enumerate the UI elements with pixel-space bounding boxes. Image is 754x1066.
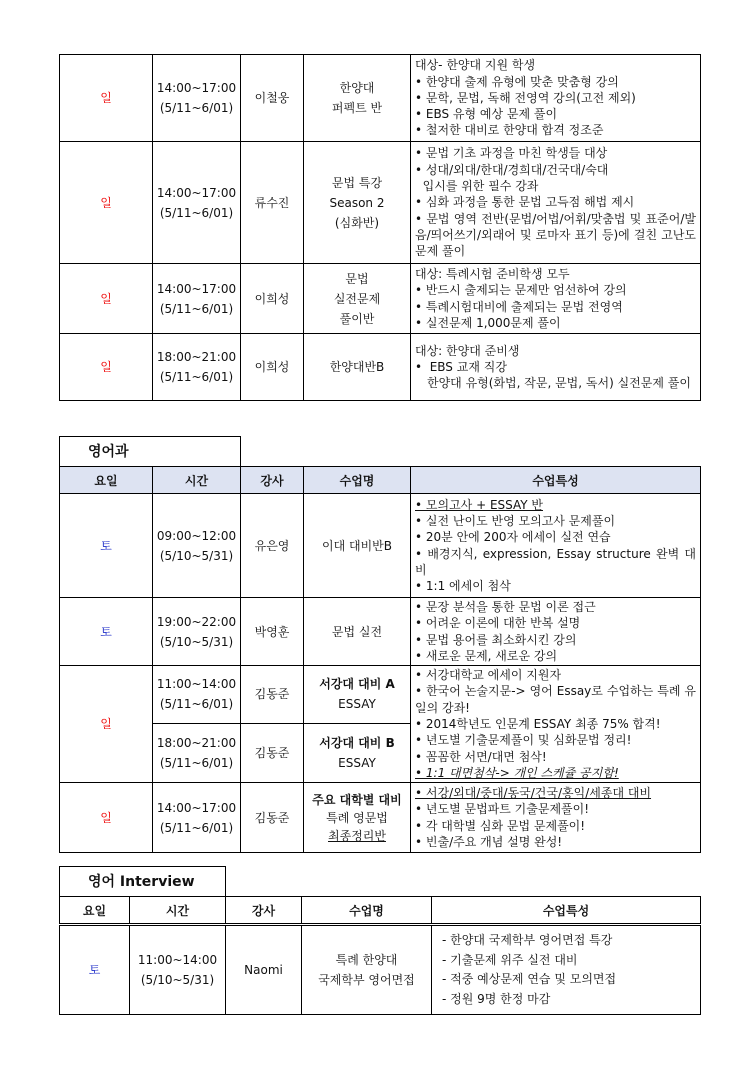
features-cell: [432, 925, 701, 1015]
course-cell: 한양대 퍼펙트 반: [304, 55, 411, 142]
course-cell: 주요 대학별 대비 특례 영문법 최종정리반: [304, 783, 411, 853]
teacher-cell: 김동준: [241, 723, 304, 783]
header-day: 요일: [60, 467, 153, 494]
table-row: [60, 783, 701, 853]
teacher-cell: 이희성: [241, 264, 304, 334]
list-item: - 적중 예상문제 연습 및 모의면접: [442, 972, 617, 986]
header-day: 요일: [60, 897, 130, 925]
features-cell: • 문법 기초 과정을 마친 학생들 대상 • 성대/외대/한대/경희대/건국대/숙대 입시를 위한 필수 강좌 • 심화 과정을 통한 문법 고득점 해법 제시 • 문법 영역 전반(문법/어법/어휘/맞춤법 및 표준어/발음/띄어쓰기/외래어 및 로마자 표기 등)에 걸친 고난도 문제 풀이: [411, 142, 701, 264]
list-item: - 한양대 국제학부 영어면접 특강: [442, 933, 613, 947]
day-cell: 일: [60, 783, 153, 853]
time-cell: 11:00~14:00 (5/11~6/01): [153, 666, 241, 723]
header-course: 수업명: [302, 897, 432, 925]
day-cell: 일: [60, 264, 153, 334]
header-teacher: 강사: [226, 897, 302, 925]
time-cell: 19:00~22:00 (5/10~5/31): [153, 598, 241, 666]
features-cell: 대상- 한양대 지원 학생 • 한양대 출제 유형에 맞춘 맞춤형 강의 • 문학, 문법, 독해 전영역 강의(고전 제외) • EBS 유형 예상 문제 풀이 • 철저한 대비로 한양대 합격 정조준: [411, 55, 701, 142]
time-cell: 18:00~21:00 (5/11~6/01): [153, 334, 241, 401]
header-features: 수업특성: [411, 467, 701, 494]
table-row: [60, 666, 701, 723]
korean-schedule-table: [59, 54, 701, 401]
table-row: [60, 925, 701, 1015]
time-cell: 14:00~17:00 (5/11~6/01): [153, 55, 241, 142]
day-cell: 토: [60, 925, 130, 1015]
table-row: [60, 334, 701, 401]
course-cell: 서강대 대비 A ESSAY: [304, 666, 411, 723]
table-row: [60, 55, 701, 142]
teacher-cell: 류수진: [241, 142, 304, 264]
time-cell: 14:00~17:00 (5/11~6/01): [153, 264, 241, 334]
day-cell: 토: [60, 494, 153, 598]
course-cell: 이대 대비반B: [304, 494, 411, 598]
day-cell: 일: [60, 142, 153, 264]
course-cell: 특례 한양대 국제학부 영어면접: [302, 925, 432, 1015]
table-row: [60, 264, 701, 334]
table-row: [60, 142, 701, 264]
teacher-cell: Naomi: [226, 925, 302, 1015]
table-row: [60, 494, 701, 598]
header-features: 수업특성: [432, 897, 701, 925]
day-cell: 일: [60, 666, 153, 783]
day-cell: 일: [60, 334, 153, 401]
features-cell: 대상: 한양대 준비생 • EBS 교재 직강 한양대 유형(화법, 작문, 문법, 독서) 실전문제 풀이: [411, 334, 701, 401]
course-cell: 문법 실전문제 풀이반: [304, 264, 411, 334]
features-cell: • 문장 분석을 통한 문법 이론 접근 • 어려운 이론에 대한 반복 설명 • 문법 용어를 최소화시킨 강의 • 새로운 문제, 새로운 강의: [411, 598, 701, 666]
course-cell: 문법 실전: [304, 598, 411, 666]
features-cell: • 서강대학교 에세이 지원자 • 한국어 논술지문-> 영어 Essay로 수업하는 특례 유일의 강좌! • 2014학년도 인문계 ESSAY 최종 75% 합격! • 년도별 기출문제풀이 및 심화문법 정리! • 꼼꼼한 서면/대면 첨삭! • 1:1 대면첨삭-> 개인 스케쥴 공지함!: [411, 666, 701, 783]
course-cell: 문법 특강 Season 2 (심화반): [304, 142, 411, 264]
time-cell: 11:00~14:00 (5/10~5/31): [130, 925, 226, 1015]
interview-section-title: 영어 Interview: [59, 866, 226, 896]
header-time: 시간: [153, 467, 241, 494]
teacher-cell: 이철웅: [241, 55, 304, 142]
features-cell: 대상: 특례시험 준비학생 모두 • 반드시 출제되는 문제만 엄선하여 강의 • 특례시험대비에 출제되는 문법 전영역 • 실전문제 1,000문제 풀이: [411, 264, 701, 334]
time-cell: 09:00~12:00 (5/10~5/31): [153, 494, 241, 598]
features-cell: • 서강/외대/중대/동국/건국/홍익/세종대 대비 • 년도별 문법파트 기출문제풀이! • 각 대학별 심화 문법 문제풀이! • 빈출/주요 개념 설명 완성!: [411, 783, 701, 853]
interview-schedule-table: [59, 896, 701, 1015]
teacher-cell: 유은영: [241, 494, 304, 598]
header-time: 시간: [130, 897, 226, 925]
teacher-cell: 김동준: [241, 783, 304, 853]
time-cell: 14:00~17:00 (5/11~6/01): [153, 783, 241, 853]
teacher-cell: 김동준: [241, 666, 304, 723]
course-cell: 한양대반B: [304, 334, 411, 401]
teacher-cell: 이희성: [241, 334, 304, 401]
teacher-cell: 박영훈: [241, 598, 304, 666]
list-item: - 기출문제 위주 실전 대비: [442, 952, 578, 967]
time-cell: 14:00~17:00 (5/11~6/01): [153, 142, 241, 264]
day-cell: 일: [60, 55, 153, 142]
table-row: [60, 598, 701, 666]
list-item: - 정원 9명 한정 마감: [442, 991, 551, 1006]
features-cell: • 모의고사 + ESSAY 반 • 실전 난이도 반영 모의고사 문제풀이 • 20분 안에 200자 에세이 실전 연습 • 배경지식, expression, Essay structure 완벽 대비 • 1:1 에세이 첨삭: [411, 494, 701, 598]
header-course: 수업명: [304, 467, 411, 494]
header-teacher: 강사: [241, 467, 304, 494]
time-cell: 18:00~21:00 (5/11~6/01): [153, 723, 241, 783]
english-schedule-table: [59, 466, 701, 853]
course-cell: 서강대 대비 B ESSAY: [304, 723, 411, 783]
day-cell: 토: [60, 598, 153, 666]
table-header-row: [60, 897, 701, 925]
table-header-row: [60, 467, 701, 494]
english-section-title: 영어과: [59, 436, 241, 466]
